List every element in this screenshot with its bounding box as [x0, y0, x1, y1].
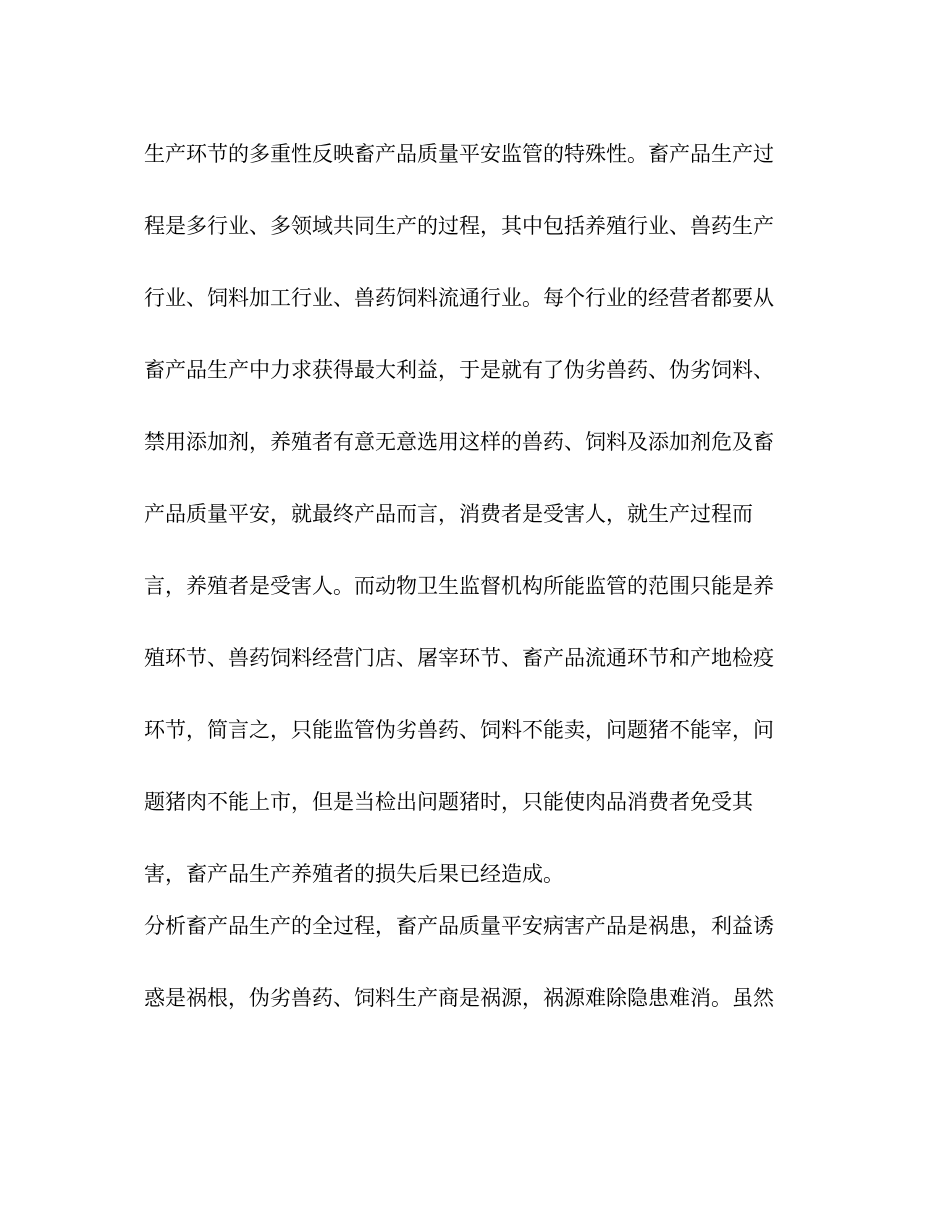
text-line: 害，畜产品生产养殖者的损失后果已经造成。	[144, 862, 564, 886]
text-line: 程是多行业、多领域共同生产的过程，其中包括养殖行业、兽药生产	[144, 214, 774, 238]
text-line: 环节，简言之，只能监管伪劣兽药、饲料不能卖，问题猪不能宰，问	[144, 718, 774, 742]
text-line: 分析畜产品生产的全过程，畜产品质量平安病害产品是祸患，利益诱	[144, 914, 774, 938]
text-line: 行业、饲料加工行业、兽药饲料流通行业。每个行业的经营者都要从	[144, 286, 774, 310]
text-line: 生产环节的多重性反映畜产品质量平安监管的特殊性。畜产品生产过	[144, 142, 774, 166]
text-line: 产品质量平安，就最终产品而言，消费者是受害人，就生产过程而	[144, 502, 753, 526]
text-line: 言，养殖者是受害人。而动物卫生监督机构所能监管的范围只能是养	[144, 574, 774, 598]
text-line: 禁用添加剂，养殖者有意无意选用这样的兽药、饲料及添加剂危及畜	[144, 430, 774, 454]
text-line: 惑是祸根，伪劣兽药、饲料生产商是祸源，祸源难除隐患难消。虽然	[144, 986, 774, 1010]
text-line: 殖环节、兽药饲料经营门店、屠宰环节、畜产品流通环节和产地检疫	[144, 646, 774, 670]
text-line: 题猪肉不能上市，但是当检出问题猪时，只能使肉品消费者免受其	[144, 790, 753, 814]
paragraph-2	[144, 890, 814, 1034]
text-line: 畜产品生产中力求获得最大利益，于是就有了伪劣兽药、伪劣饲料、	[144, 358, 774, 382]
paragraph-1	[144, 118, 814, 910]
